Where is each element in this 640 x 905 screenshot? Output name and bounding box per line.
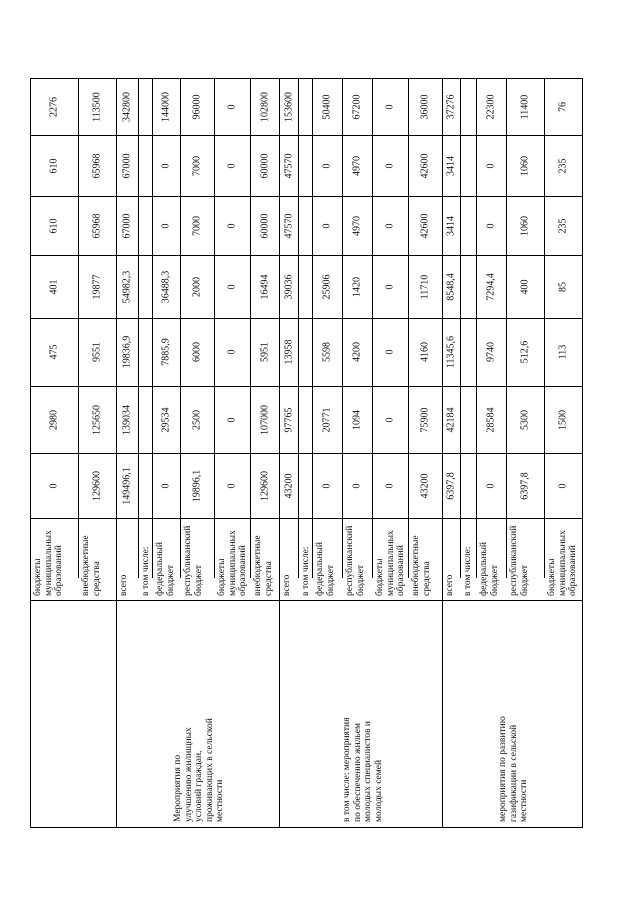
cell-value: 47570 [283, 153, 294, 178]
cell-value: 144000 [160, 91, 172, 122]
row-divider [138, 78, 139, 578]
row-divider [214, 78, 215, 578]
cell-value: 1060 [519, 155, 531, 176]
cell-value: 47570 [283, 213, 294, 238]
row-label-text: всего [282, 574, 292, 596]
cell-value: 43200 [283, 473, 294, 498]
row-label-text: федеральный бюджет [155, 542, 176, 596]
cell-value: 6397,8 [519, 471, 531, 500]
cell-value: 7885,9 [160, 338, 172, 366]
cell-value: 400 [519, 279, 531, 294]
cell-value: 19877 [91, 274, 103, 299]
row-label-text: внебюджетные средства [411, 535, 432, 596]
cell-value: 67000 [121, 213, 133, 238]
row-label-text: бюджеты муниципальных образований [217, 530, 248, 596]
cell-value: 0 [485, 223, 497, 228]
cell-value: 4200 [351, 342, 363, 362]
cell-value: 85 [557, 281, 569, 292]
row-label-text: бюджеты муниципальных образований [547, 530, 578, 596]
cell-value: 67200 [351, 94, 363, 119]
cell-value: 0 [226, 284, 238, 289]
cell-value: 0 [321, 223, 333, 228]
row-border [30, 453, 582, 454]
cell-value: 0 [384, 223, 396, 228]
cell-value: 0 [485, 163, 497, 168]
cell-value: 0 [384, 284, 396, 289]
cell-value: 0 [226, 163, 238, 168]
cell-value: 235 [557, 218, 569, 233]
cell-value: 0 [160, 223, 172, 228]
cell-value: 11400 [519, 94, 531, 119]
row-border [30, 386, 582, 387]
cell-value: 1060 [519, 215, 531, 236]
row-border [30, 78, 582, 79]
row-divider [408, 78, 409, 578]
row-label-text: бюджеты муниципальных образований [375, 530, 406, 596]
cell-value: 0 [226, 483, 238, 488]
row-border [30, 135, 582, 136]
row-label-text: республиканский бюджет [509, 525, 530, 596]
cell-value: 42600 [419, 213, 431, 238]
cell-value: 0 [321, 483, 333, 488]
row-border [30, 518, 582, 519]
row-border [30, 196, 582, 197]
cell-value: 102800 [259, 91, 270, 122]
cell-value: 0 [351, 483, 363, 488]
cell-value: 65968 [91, 213, 103, 238]
row-border [30, 827, 582, 828]
column-border [442, 78, 443, 828]
cell-value: 7294,4 [485, 272, 497, 301]
cell-value: 4160 [419, 342, 431, 362]
cell-value: 129600 [259, 470, 270, 501]
cell-value: 0 [557, 483, 569, 488]
row-label-text: в том числе: [141, 546, 151, 596]
cell-value: 0 [384, 483, 396, 488]
cell-value: 97765 [283, 407, 294, 432]
column-border [279, 78, 280, 828]
cell-value: 0 [384, 349, 396, 355]
cell-value: 50400 [321, 94, 333, 119]
cell-value: 75900 [419, 407, 431, 432]
cell-value: 19836,9 [121, 335, 133, 369]
cell-value: 475 [48, 344, 60, 360]
cell-value: 67000 [121, 153, 133, 178]
cell-value: 0 [160, 163, 172, 168]
cell-value: 129600 [91, 470, 103, 501]
cell-value: 29534 [160, 407, 172, 432]
row-divider [476, 78, 477, 578]
row-label-text: всего [119, 574, 129, 596]
cell-value: 342800 [121, 91, 133, 122]
cell-value: 610 [48, 218, 60, 233]
row-divider [312, 78, 313, 578]
cell-value: 0 [384, 104, 396, 109]
cell-value: 139034 [121, 404, 133, 435]
cell-value: 65968 [91, 153, 103, 178]
row-divider [506, 78, 507, 578]
row-label-text: федеральный бюджет [315, 542, 336, 596]
cell-value: 4970 [351, 215, 363, 236]
cell-value: 401 [48, 279, 60, 294]
cell-value: 37276 [445, 94, 457, 119]
cell-value: 0 [226, 223, 238, 228]
cell-value: 153600 [283, 91, 294, 122]
cell-value: 0 [321, 163, 333, 168]
cell-value: 0 [160, 483, 172, 488]
cell-value: 0 [48, 483, 60, 488]
row-label-text: всего [445, 574, 455, 596]
row-divider [544, 78, 545, 578]
column-border [30, 78, 31, 828]
cell-value: 0 [384, 163, 396, 168]
cell-value: 0 [384, 417, 396, 422]
cell-value: 6000 [191, 342, 203, 362]
cell-value: 113500 [91, 91, 103, 122]
cell-value: 2500 [191, 409, 203, 430]
cell-value: 9551 [91, 342, 103, 362]
section-title-text: Мероприятия по улучшению жилищных условий граждан, проживающих в сельской местности [173, 718, 226, 822]
cell-value: 2000 [191, 276, 203, 297]
row-label-text: бюджеты муниципальных образований [33, 530, 64, 596]
column-border [582, 78, 583, 828]
cell-value: 22300 [485, 94, 497, 119]
cell-value: 0 [226, 417, 238, 422]
cell-value: 25906 [321, 274, 333, 299]
cell-value: 11710 [419, 274, 431, 299]
cell-value: 11345,6 [445, 335, 457, 369]
cell-value: 2276 [48, 96, 60, 117]
cell-value: 39036 [283, 274, 294, 299]
cell-value: 36000 [419, 94, 431, 119]
cell-value: 7000 [191, 215, 203, 236]
cell-value: 8548,4 [445, 272, 457, 301]
cell-value: 43200 [419, 473, 431, 498]
row-divider [180, 78, 181, 578]
cell-value: 0 [226, 349, 238, 355]
section-title-text: в том числе: мероприятия по обеспечению жильем молодых специалистов и молодых семей [341, 717, 383, 822]
row-label-text: республиканский бюджет [183, 525, 204, 596]
row-label-text: в том числе: [463, 546, 473, 596]
cell-value: 610 [48, 158, 60, 173]
cell-value: 2980 [48, 409, 60, 430]
cell-value: 3414 [445, 215, 457, 236]
cell-value: 5951 [259, 342, 270, 362]
cell-value: 113 [557, 344, 569, 360]
cell-value: 60000 [259, 213, 270, 238]
label-column-border [30, 600, 582, 601]
cell-value: 76 [557, 101, 569, 112]
cell-value: 5598 [321, 342, 333, 362]
column-border [116, 78, 117, 828]
cell-value: 1420 [351, 276, 363, 297]
row-divider [460, 78, 461, 578]
cell-value: 512,6 [519, 340, 531, 364]
cell-value: 5300 [519, 409, 531, 430]
section-title-text: мероприятия по развитию газификации в сельской местности [498, 716, 530, 822]
cell-value: 4970 [351, 155, 363, 176]
cell-value: 16494 [259, 274, 270, 299]
cell-value: 1094 [351, 409, 363, 430]
row-divider [78, 78, 79, 578]
cell-value: 1500 [557, 409, 569, 430]
cell-value: 0 [226, 104, 238, 109]
row-divider [342, 78, 343, 578]
cell-value: 28584 [485, 407, 497, 432]
row-label-text: внебюджетные средства [253, 535, 274, 596]
row-label-text: федеральный бюджет [479, 542, 500, 596]
cell-value: 149496,1 [121, 466, 133, 505]
row-label-text: внебюджетные средства [81, 535, 102, 596]
cell-value: 0 [485, 483, 497, 488]
row-border [30, 318, 582, 319]
row-divider [372, 78, 373, 578]
cell-value: 6397,8 [445, 471, 457, 500]
cell-value: 125650 [91, 404, 103, 435]
cell-value: 42600 [419, 153, 431, 178]
cell-value: 19896,1 [191, 469, 203, 502]
cell-value: 3414 [445, 155, 457, 176]
cell-value: 13958 [283, 339, 294, 365]
cell-value: 7000 [191, 155, 203, 176]
row-label-text: в том числе: [301, 546, 311, 596]
row-border [30, 255, 582, 256]
cell-value: 107000 [259, 404, 270, 435]
cell-value: 42184 [445, 407, 457, 432]
row-divider [250, 78, 251, 578]
cell-value: 96000 [191, 94, 203, 119]
row-divider [152, 78, 153, 578]
cell-value: 60000 [259, 153, 270, 178]
cell-value: 20771 [321, 407, 333, 432]
row-label-text: республиканский бюджет [345, 525, 366, 596]
cell-value: 9740 [485, 342, 497, 362]
cell-value: 235 [557, 158, 569, 173]
cell-value: 54982,3 [121, 270, 133, 303]
row-divider [298, 78, 299, 578]
cell-value: 36488,3 [160, 270, 172, 303]
